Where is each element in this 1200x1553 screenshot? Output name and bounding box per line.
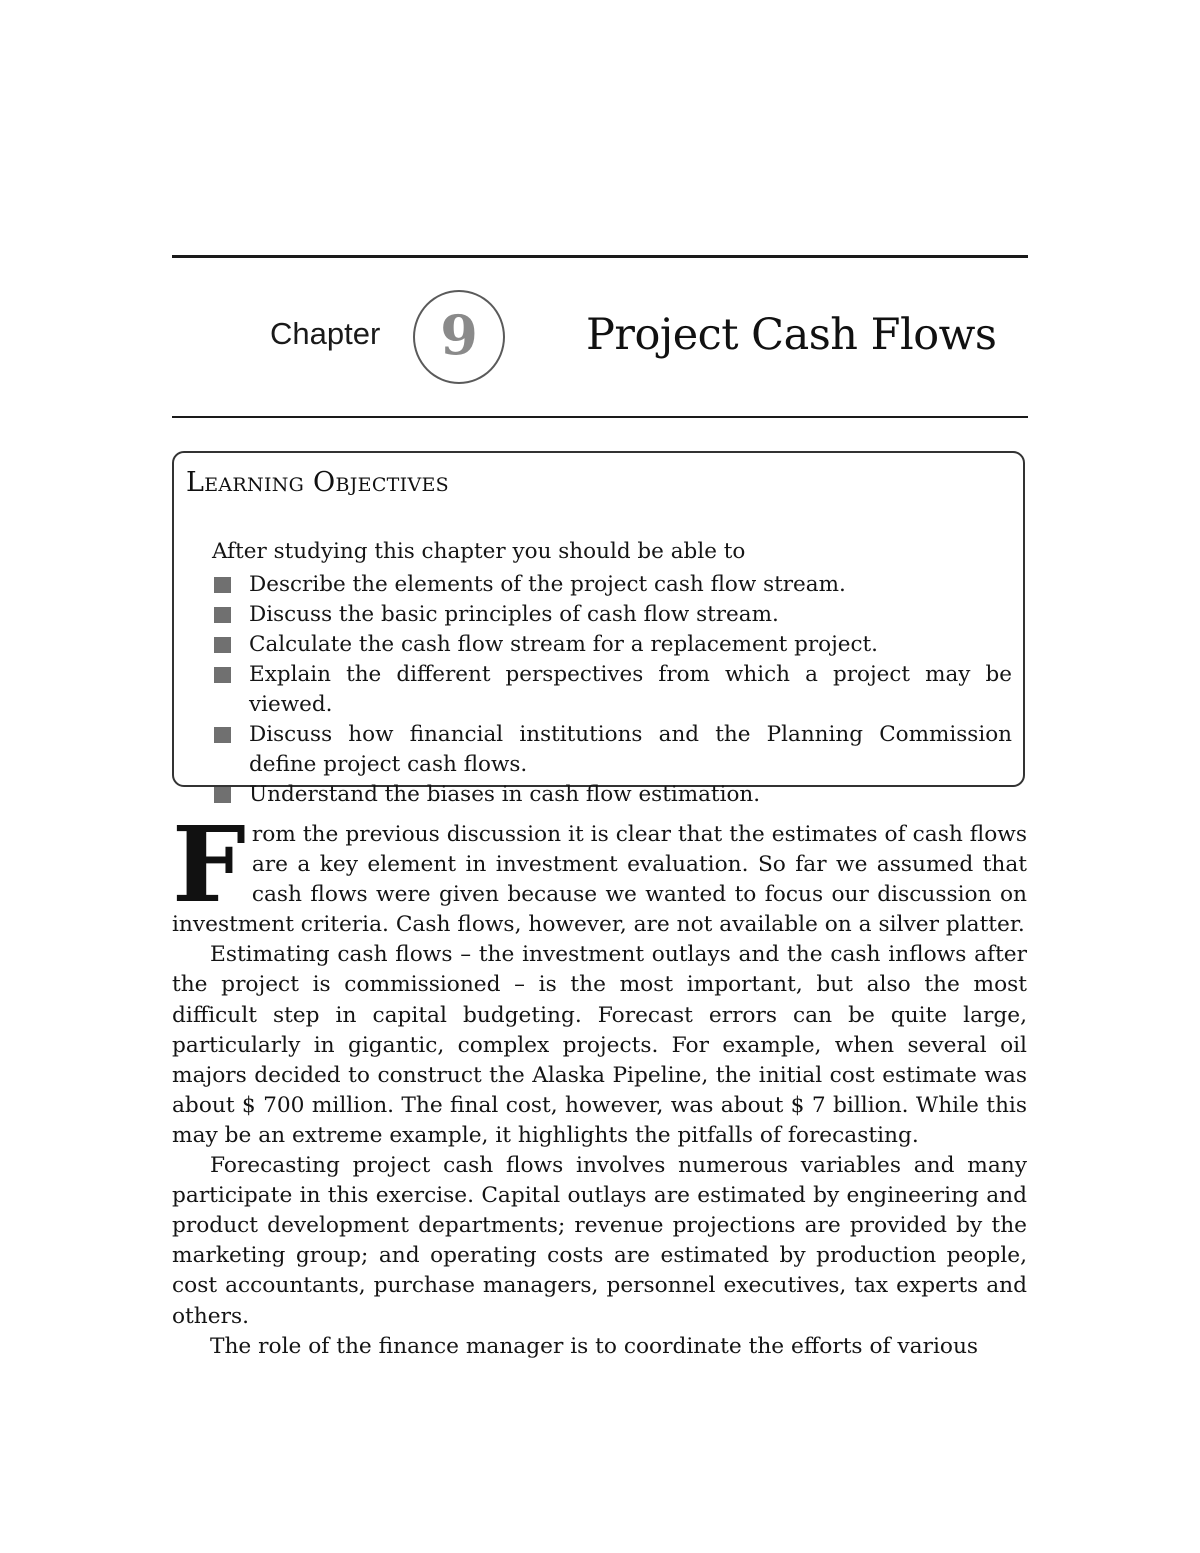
paragraph-2: Estimating cash flows – the investment outlays and the cash inflows after the project is commissioned – is the most important, but also the most difficult step in capital budgeting. Forecast errors can be quite large, particularly in gigantic, complex projects. For example, when several oil majors decided to construct the Alaska Pipeline, the initial cost estimate was about $ 700 million. The final cost, however, was about $ 7 billion. While this may be an extreme example, it highlights the pitfalls of forecasting. xyxy=(172,942,1027,1148)
bottom-rule xyxy=(172,416,1028,418)
chapter-label: Chapter xyxy=(270,316,381,351)
objective-text: Calculate the cash flow stream for a replacement project. xyxy=(249,632,878,657)
paragraph-4: The role of the finance manager is to coordinate the efforts of various xyxy=(210,1333,979,1359)
learning-objectives-intro: After studying this chapter you should be able to xyxy=(212,539,746,564)
learning-objectives-box xyxy=(172,451,1025,807)
objective-text: Describe the elements of the project cash flow stream. xyxy=(249,572,846,597)
chapter-number-badge xyxy=(413,290,505,384)
chapter-body xyxy=(172,803,1027,1362)
paragraph-1-text: rom the previous discussion it is clear that the estimates of cash flows are a key element in investment evaluation. So far we assumed that cash flows were given because we wanted to focus our discussion on investment criteria. Cash flows, however, are not available on a silver platter. xyxy=(172,822,1027,938)
chapter-number: 9 xyxy=(440,303,478,367)
objective-text: Discuss the basic principles of cash flow stream. xyxy=(249,602,779,627)
square-bullet-icon xyxy=(214,667,231,683)
square-bullet-icon xyxy=(214,577,231,593)
objective-item xyxy=(212,660,1012,720)
objective-item xyxy=(212,630,1012,660)
square-bullet-icon xyxy=(214,607,231,623)
objective-text: Explain the different perspectives from which a project may be viewed. xyxy=(249,662,1012,717)
drop-cap: F xyxy=(172,803,246,926)
paragraph-1 xyxy=(172,803,1027,940)
square-bullet-icon xyxy=(214,727,231,743)
square-bullet-icon xyxy=(214,787,231,803)
paragraph-3: Forecasting project cash flows involves numerous variables and many participate in this exercise. Capital outlays are estimated by engineering and product development departments; revenue projections are provided by the marketing group; and operating costs are estimated by production people, cost accountants, purchase managers, personnel executives, tax experts and others. xyxy=(172,1153,1027,1329)
objective-item xyxy=(212,570,1012,600)
objective-item xyxy=(212,720,1012,780)
square-bullet-icon xyxy=(214,637,231,653)
chapter-title: Project Cash Flows xyxy=(586,310,997,360)
objective-text: Understand the biases in cash flow estimation. xyxy=(249,782,761,807)
top-rule xyxy=(172,255,1028,258)
objective-item xyxy=(212,600,1012,630)
learning-objectives-list xyxy=(212,570,1012,810)
objective-text: Discuss how financial institutions and the Planning Commission define project cash flows. xyxy=(249,722,1012,777)
learning-objectives-heading: Learning Objectives xyxy=(186,467,449,498)
objective-item xyxy=(212,780,1012,810)
